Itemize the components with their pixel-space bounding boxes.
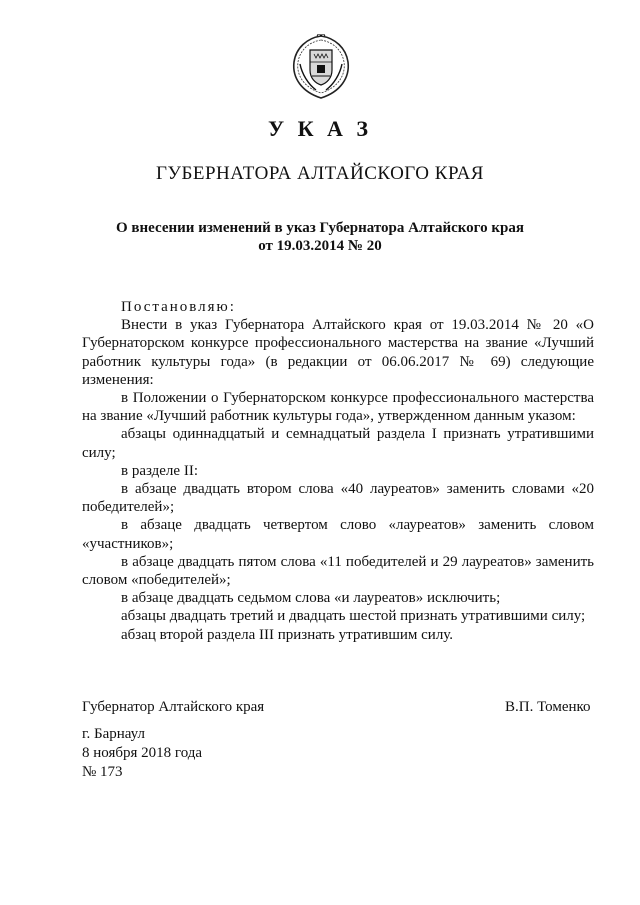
paragraph: в разделе II: xyxy=(121,462,198,479)
paragraph: в абзаце двадцать четвертом слово «лауреатов» заменить словом «участников»; xyxy=(82,517,594,552)
issuer-subtitle: ГУБЕРНАТОРА АЛТАЙСКОГО КРАЯ xyxy=(156,163,484,184)
paragraph: абзацы одиннадцатый и семнадцатый раздела I признать утратившими силу; xyxy=(82,426,594,461)
paragraph: в Положении о Губернаторском конкурсе профессионального мастерства на звание «Лучший работник культуры года», утвержденном данным указом: xyxy=(82,390,594,425)
paragraph: абзацы двадцать третий и двадцать шестой признать утратившими силу; xyxy=(121,608,586,625)
paragraph: в абзаце двадцать седьмом слова «и лауреатов» исключить; xyxy=(121,590,501,607)
decree-heading xyxy=(100,219,540,255)
paragraph: Внести в указ Губернатора Алтайского края от 19.03.2014 № 20 «О Губернаторском конкурсе профессионального мастерства на звание «Лучший работник культуры года» (в редакции от 06.06.2017 № 69) следующие изменения: xyxy=(82,317,594,388)
heading-line-1: О внесении изменений в указ Губернатора Алтайского края xyxy=(116,220,524,236)
heading-line-2: от 19.03.2014 № 20 xyxy=(258,238,382,254)
decree-body xyxy=(82,298,594,644)
paragraph: в абзаце двадцать втором слова «40 лауреатов» заменить словами «20 победителей»; xyxy=(82,481,594,516)
decree-title: У К А З xyxy=(267,116,373,141)
paragraph: абзац второй раздела III признать утратившим силу. xyxy=(121,626,454,643)
decree-footer xyxy=(82,725,202,782)
city: г. Барнаул xyxy=(82,726,145,742)
decree-number: № 173 xyxy=(82,764,123,780)
decree-date: 8 ноября 2018 года xyxy=(82,745,203,761)
signature-title: Губернатор Алтайского края xyxy=(82,699,265,715)
coat-of-arms-icon xyxy=(290,34,352,100)
paragraph: Постановляю: xyxy=(121,299,236,315)
signature-name: В.П. Томенко xyxy=(505,699,591,715)
paragraph: в абзаце двадцать пятом слова «11 победителей и 29 лауреатов» заменить словом «победителей»; xyxy=(82,553,594,589)
